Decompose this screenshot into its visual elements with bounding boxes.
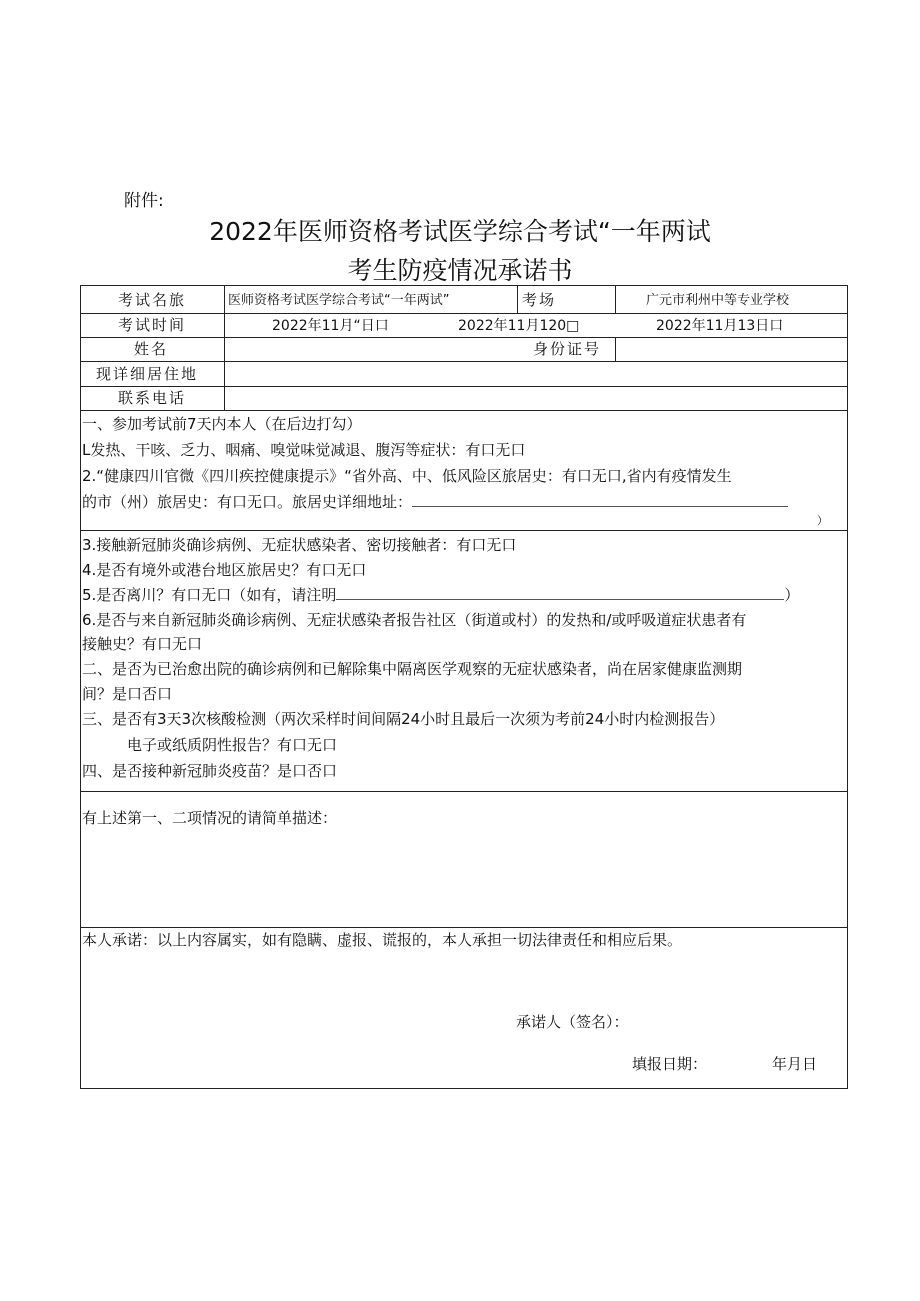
column-divider	[615, 337, 616, 361]
row-divider	[80, 410, 848, 411]
overseas-travel-question: 4.是否有境外或港台地区旅居史？有口无口	[82, 561, 367, 579]
venue-label: 考场	[522, 291, 557, 309]
id-number-field[interactable]	[617, 339, 845, 359]
nucleic-test-question-line2: 电子或纸质阴性报告？有口无口	[127, 736, 338, 754]
row-divider	[80, 361, 848, 362]
pledge-statement: 本人承诺：以上内容属实，如有隐瞒、虚报、谎报的，本人承担一切法律责任和相应后果。	[82, 931, 683, 949]
phone-field[interactable]	[226, 388, 844, 409]
risk-area-question-line2	[82, 492, 788, 512]
left-sichuan-close-paren: ）	[784, 586, 800, 604]
recovered-case-question-line1: 二、是否为已治愈出院的确诊病例和已解除集中隔离医学观察的无症状感染者，尚在居家健康监测期	[82, 660, 743, 678]
phone-label: 联系电话	[118, 389, 187, 407]
date-suffix: 年月日	[772, 1055, 818, 1073]
travel-address-blank[interactable]	[412, 492, 788, 507]
community-contact-question-line2: 接触史？有口无口	[82, 635, 203, 653]
document-title-line1: 2022年医师资格考试医学综合考试“一年两试	[209, 217, 711, 246]
name-label: 姓名	[134, 340, 169, 358]
column-divider	[517, 285, 518, 313]
exam-name-value: 医师资格考试医学综合考试“一年两试”	[228, 293, 450, 308]
risk-area-question-line1: 2.“健康四川官微《四川疾控健康提示》“省外高、中、低风险区旅居史：有口无口,省内有疫情发生	[82, 467, 732, 485]
exam-time-label: 考试时间	[118, 316, 187, 334]
left-sichuan-text: 5.是否离川？有口无口（如有，请注明	[82, 586, 337, 604]
venue-value: 广元市利州中等专业学校	[646, 293, 790, 308]
name-field[interactable]	[226, 339, 526, 359]
id-number-label: 身份证号	[533, 340, 602, 358]
symptoms-question: L发热、干咳、乏力、咽痛、嗅觉味觉减退、腹泻等症状：有口无口	[82, 441, 526, 459]
contact-question: 3.接触新冠肺炎确诊病例、无症状感染者、密切接触者：有口无口	[82, 536, 517, 554]
exam-time-day3: 2022年11月13日口	[656, 318, 784, 334]
exam-time-day1: 2022年11月“日口	[272, 318, 389, 334]
row-divider	[80, 927, 848, 928]
exam-time-day2: 2022年11月120□	[458, 318, 580, 334]
nucleic-test-question-line1: 三、是否有3天3次核酸检测（两次采样时间间隔24小时且最后一次须为考前24小时内检测报告）	[82, 710, 725, 728]
date-label: 填报日期：	[632, 1055, 708, 1073]
signer-label: 承诺人（签名）：	[516, 1013, 629, 1031]
column-divider	[615, 285, 616, 313]
column-divider	[224, 285, 225, 410]
risk-area-line2-text: 的市（州）旅居史：有口无口。旅居史详细地址：	[82, 493, 413, 511]
left-sichuan-question	[82, 585, 799, 605]
travel-address-close-paren: ）	[817, 514, 828, 527]
row-divider	[80, 530, 848, 531]
vaccination-question: 四、是否接种新冠肺炎疫苗？是口否口	[82, 762, 338, 780]
section1-heading: 一、参加考试前7天内本人（在后边打勾）	[82, 415, 362, 433]
address-field[interactable]	[226, 363, 844, 384]
recovered-case-question-line2: 间？是口否口	[82, 685, 173, 703]
row-divider	[80, 386, 848, 387]
describe-field[interactable]	[82, 832, 844, 924]
document-title-line2: 考生防疫情况承诺书	[347, 256, 573, 285]
row-divider	[80, 791, 848, 792]
row-divider	[80, 313, 848, 314]
row-divider	[80, 337, 848, 338]
left-sichuan-blank[interactable]	[336, 585, 784, 600]
attachment-label: 附件:	[124, 191, 164, 211]
describe-label: 有上述第一、二项情况的请简单描述：	[82, 809, 338, 827]
address-label: 现详细居住地	[96, 365, 199, 383]
exam-name-label: 考试名旅	[118, 291, 187, 309]
community-contact-question-line1: 6.是否与来自新冠肺炎确诊病例、无症状感染者报告社区（街道或村）的发热和/或呼吸道症状患者有	[82, 611, 747, 629]
